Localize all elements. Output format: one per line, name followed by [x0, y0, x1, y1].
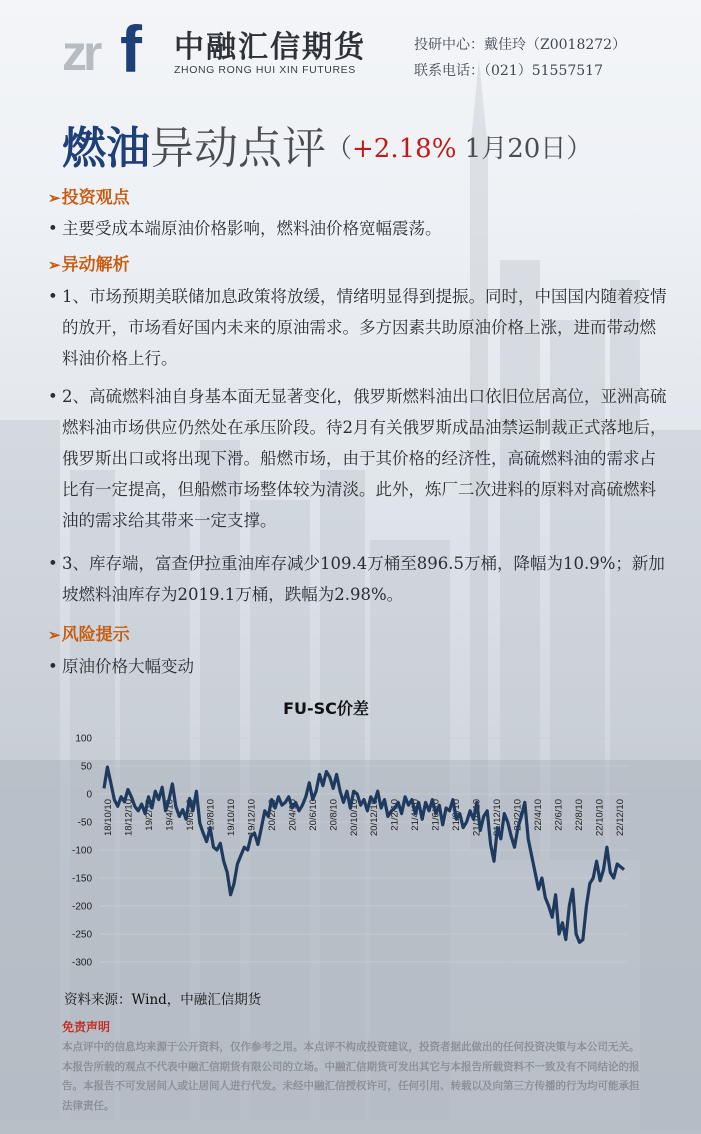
title-change: +2.18% [352, 134, 457, 164]
zrf-logo-mark [62, 12, 162, 78]
x-tick-label: 19/8/10 [205, 799, 217, 831]
y-tick-label: 100 [75, 733, 92, 745]
analysis-paragraph-3: • 3、库存端，富查伊拉重油库存减少109.4万桶至896.5万桶，降幅为10.9%；新加坡燃料油库存为2019.1万桶，跌幅为2.98%。 [48, 548, 673, 610]
contact-info [414, 32, 626, 84]
svg-text:f: f [120, 12, 142, 78]
title-date: 1月20日） [456, 134, 593, 164]
x-tick-label: 21/10/10 [471, 799, 483, 836]
arrow-icon: ➢ [48, 256, 61, 274]
x-tick-label: 19/10/10 [225, 799, 237, 836]
y-tick-label: -200 [71, 901, 92, 913]
bullet-icon: • [48, 387, 58, 406]
section-heading-analysis: ➢异动解析 [48, 255, 130, 275]
disclaimer-text: 本点评中的信息均来源于公开资料，仅作参考之用。本点评不构成投资建议，投资者据此做出的任何投资决策与本公司无关。本报告所载的观点不代表中融汇信期货有限公司的立场。中融汇信期货可发出其它与本报告所载资料不一致及有不同结论的报告。本报告不可发居间人或让居间人进行代发。未经中融汇信授权许可，任何引用、转载以及向第三方传播的行为均可能承担法律责任。 [62, 1041, 640, 1112]
y-tick-label: -250 [71, 929, 92, 941]
x-tick-label: 22/2/10 [512, 799, 524, 831]
bullet-icon: • [48, 219, 58, 238]
y-tick-label: -300 [71, 957, 92, 969]
title-topic: 异动点评 [150, 123, 326, 174]
x-tick-label: 20/10/10 [348, 799, 360, 836]
x-tick-label: 21/4/10 [410, 799, 422, 831]
chart-source: 资料来源：Wind，中融汇信期货 [64, 992, 262, 1008]
x-tick-label: 20/6/10 [307, 799, 319, 831]
bullet-icon: • [48, 657, 58, 676]
bullet-icon: • [48, 287, 58, 306]
x-tick-label: 18/12/10 [123, 799, 135, 836]
x-tick-label: 22/10/10 [594, 799, 606, 836]
logo-chinese-name: 中融汇信期货 [174, 30, 366, 65]
chart-title: FU-SC价差 [283, 699, 369, 718]
analysis-paragraph-2: • 2、高硫燃料油自身基本面无显著变化，俄罗斯燃料油出口依旧位居高位，亚洲高硫燃料油市场供应仍然处在承压阶段。待2月有关俄罗斯成品油禁运制裁正式落地后，俄罗斯出口或将出现下滑。船燃市场，由于其价格的经济性，高硫燃料油的需求占比有一定提高，但船燃市场整体较为清淡。此外，炼厂二次进料的原料对高硫燃料油的需求给其带来一定支撑。 [48, 381, 673, 536]
x-tick-label: 22/6/10 [553, 799, 565, 831]
phone-line: 联系电话：（021）51557517 [414, 63, 603, 79]
x-tick-label: 20/2/10 [266, 799, 278, 831]
risk-paragraph: • 原油价格大幅变动 [48, 651, 673, 682]
x-tick-label: 21/2/10 [389, 799, 401, 831]
x-tick-label: 22/12/10 [615, 799, 626, 836]
y-tick-label: -100 [71, 845, 92, 857]
y-tick-label: 0 [86, 789, 92, 801]
x-tick-label: 19/6/10 [184, 799, 196, 831]
x-tick-label: 22/8/10 [574, 799, 586, 831]
y-tick-label: -150 [71, 873, 92, 885]
analyst-line: 投研中心：戴佳玲（Z0018272） [414, 37, 627, 53]
section-heading-risk: ➢风险提示 [48, 625, 130, 645]
x-tick-label: 21/6/10 [430, 799, 442, 831]
y-tick-label: -50 [77, 817, 92, 829]
analysis-paragraph-1: • 1、市场预期美联储加息政策将放缓，情绪明显得到提振。同时，中国国内随着疫情的放开，市场看好国内未来的原油需求。多方因素共助原油价格上涨，进而带动燃料油价格上行。 [48, 281, 673, 374]
x-tick-label: 21/8/10 [451, 799, 463, 831]
svg-text:zr: zr [62, 25, 99, 78]
x-tick-label: 20/12/10 [369, 799, 381, 836]
x-tick-label: 21/12/10 [492, 799, 504, 836]
logo-english-name: ZHONG RONG HUI XIN FUTURES [174, 64, 356, 76]
x-tick-label: 22/4/10 [533, 799, 545, 831]
fu-sc-spread-chart [60, 690, 680, 985]
view-paragraph: • 主要受成本端原油价格影响，燃料油价格宽幅震荡。 [48, 213, 673, 244]
series-line [104, 767, 624, 942]
arrow-icon: ➢ [48, 189, 61, 207]
section-heading-view: ➢投资观点 [48, 188, 130, 208]
arrow-icon: ➢ [48, 626, 61, 644]
x-tick-label: 18/10/10 [103, 799, 114, 836]
page-title [62, 112, 592, 176]
title-paren-open: （ [326, 134, 353, 164]
bullet-icon: • [48, 554, 58, 573]
x-tick-label: 19/12/10 [246, 799, 258, 836]
title-product: 燃油 [62, 123, 150, 174]
x-tick-label: 19/4/10 [164, 799, 176, 831]
company-logo [62, 12, 382, 82]
x-tick-label: 20/4/10 [287, 799, 299, 831]
disclaimer-title: 免责声明 [62, 1020, 111, 1034]
x-tick-label: 19/2/10 [143, 799, 155, 831]
x-tick-label: 20/8/10 [328, 799, 340, 831]
y-tick-label: 50 [80, 761, 92, 773]
